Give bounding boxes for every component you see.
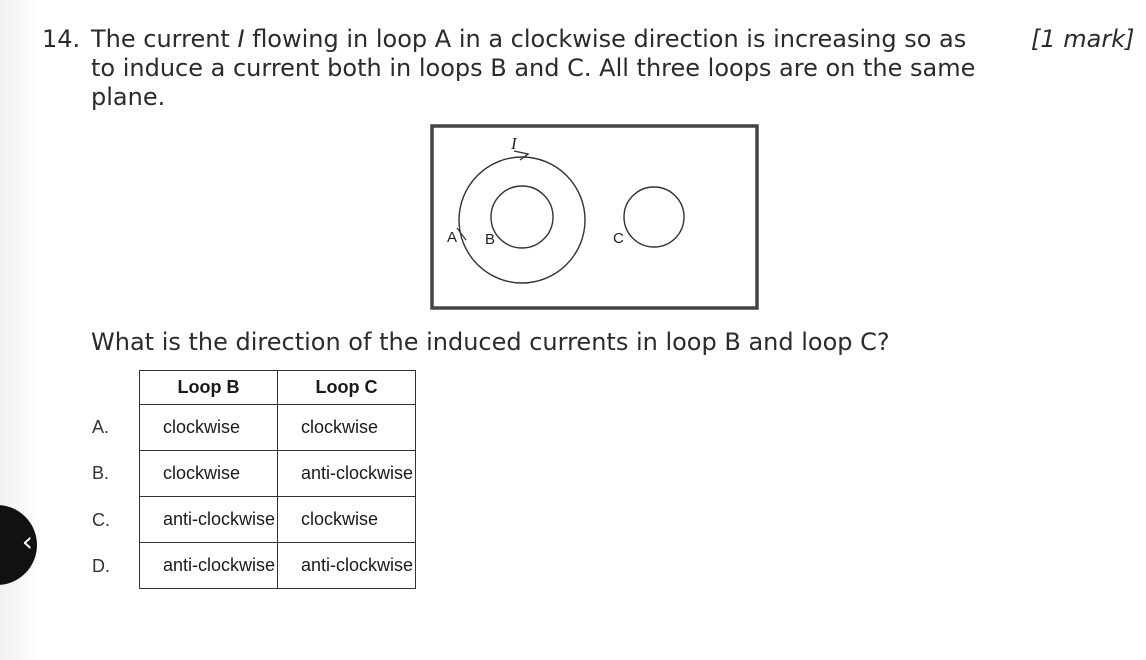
option-d-loop-c: anti-clockwise xyxy=(278,543,416,589)
table-row xyxy=(140,497,416,543)
option-letter-c: C. xyxy=(92,510,110,530)
question-number: 14. xyxy=(42,25,81,53)
header-loop-c: Loop C xyxy=(278,371,416,405)
label-loop-c: C xyxy=(613,230,624,247)
option-a-loop-b: clockwise xyxy=(140,405,278,451)
loop-b xyxy=(491,186,553,248)
option-letter-d: D. xyxy=(92,556,110,576)
loop-a xyxy=(459,157,585,283)
option-letter-a: A. xyxy=(92,417,110,437)
question-line-2: to induce a current both in loops B and C. All three loops are on the same xyxy=(91,54,976,82)
question-line-1-pre: The current xyxy=(91,25,238,53)
sub-question: What is the direction of the induced currents in loop B and loop C? xyxy=(91,328,890,356)
option-c-loop-b: anti-clockwise xyxy=(140,497,278,543)
option-letter-b: B. xyxy=(92,463,110,483)
option-a-loop-c: clockwise xyxy=(278,405,416,451)
answer-table xyxy=(139,370,416,589)
label-loop-a: A xyxy=(447,229,458,246)
question-line-3: plane. xyxy=(91,83,166,111)
chevron-left-icon: ‹ xyxy=(21,525,33,558)
label-loop-b: B xyxy=(485,231,496,248)
option-d-loop-b: anti-clockwise xyxy=(140,543,278,589)
option-b-loop-c: anti-clockwise xyxy=(278,451,416,497)
table-row xyxy=(140,543,416,589)
mark-allocation: [1 mark] xyxy=(1031,25,1135,53)
table-header-row xyxy=(140,371,416,405)
question-line-1-post: flowing in loop A in a clockwise direction is increasing so as xyxy=(244,25,967,53)
current-symbol: I xyxy=(237,25,245,53)
table-row xyxy=(140,405,416,451)
option-b-loop-b: clockwise xyxy=(140,451,278,497)
header-loop-b: Loop B xyxy=(140,371,278,405)
table-row xyxy=(140,451,416,497)
option-c-loop-c: clockwise xyxy=(278,497,416,543)
loop-c xyxy=(624,187,684,247)
current-label: I xyxy=(511,134,517,153)
plane-border xyxy=(432,126,757,308)
